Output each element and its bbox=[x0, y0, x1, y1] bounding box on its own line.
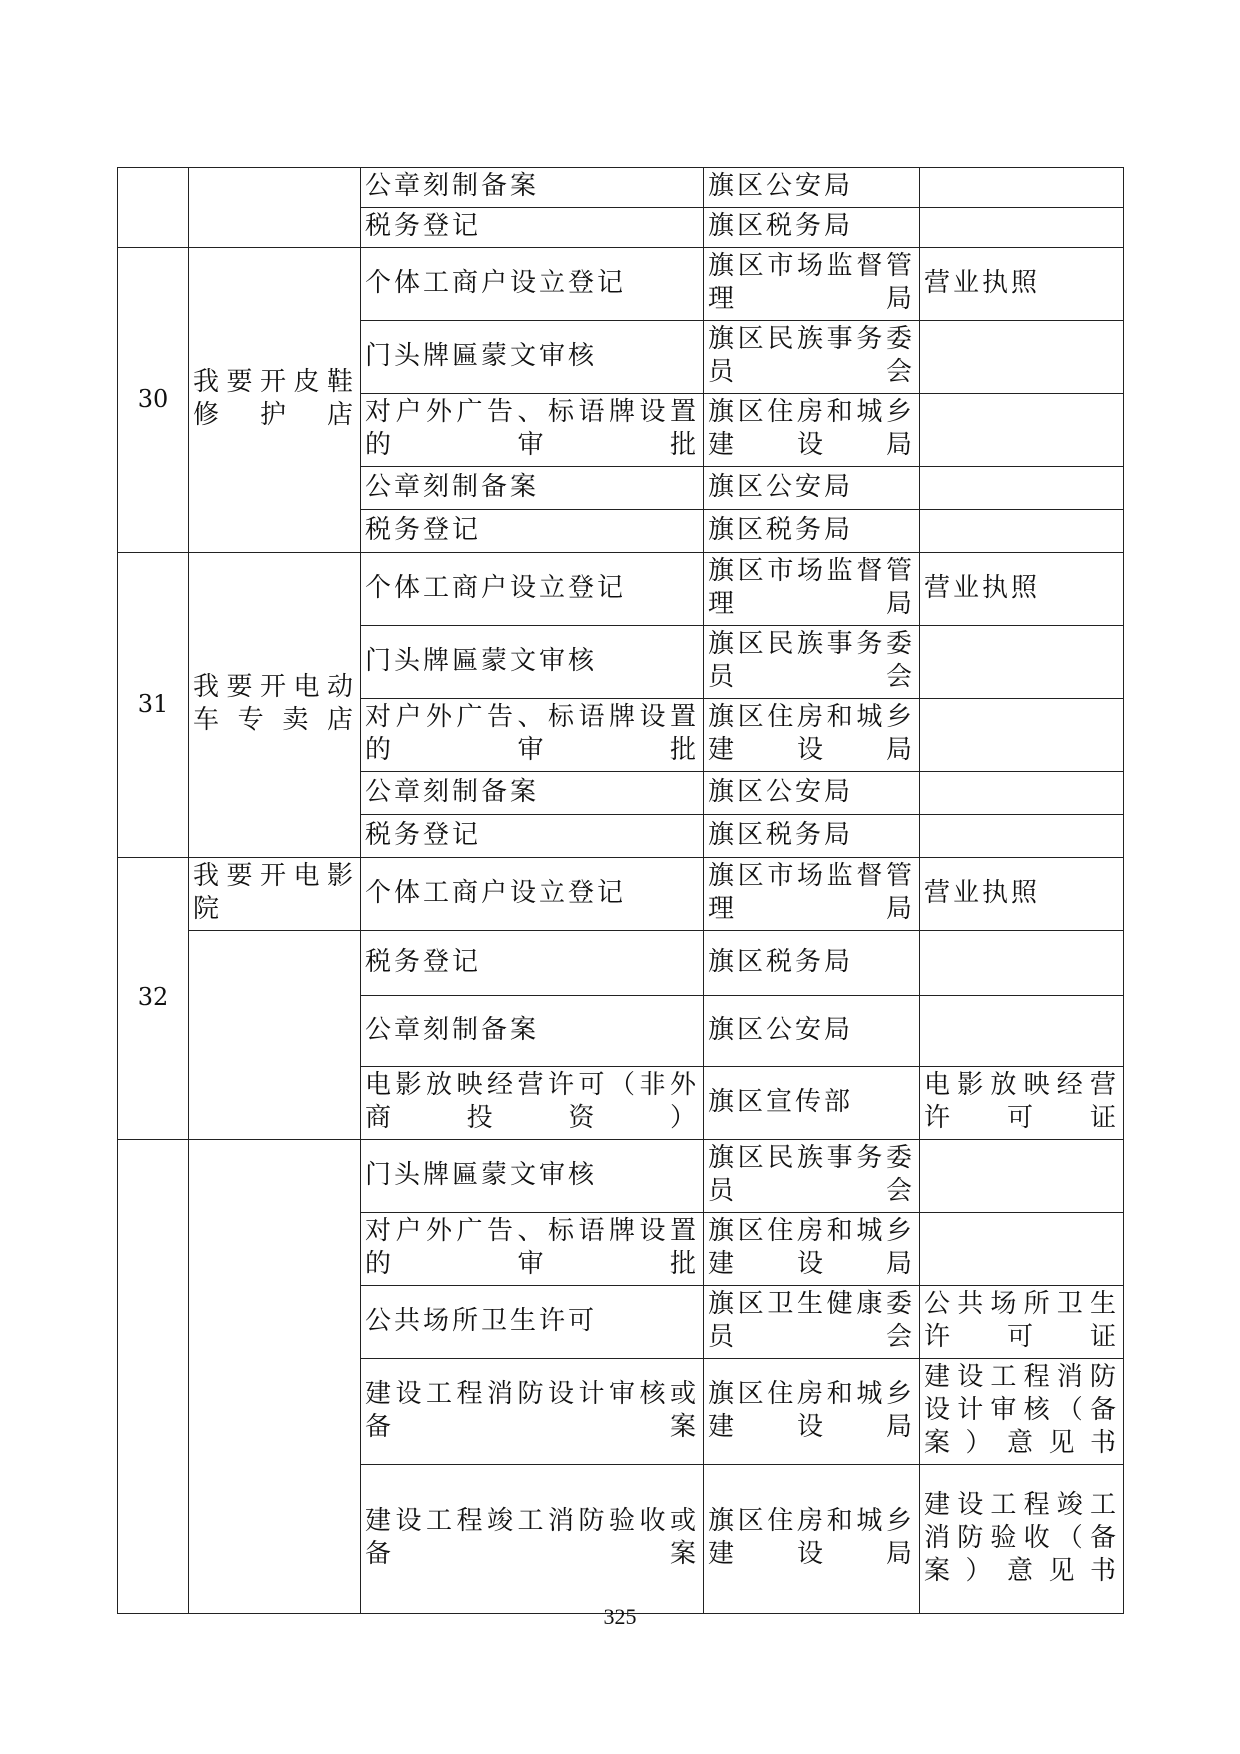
scenario-name: 我要开电影院 bbox=[189, 858, 361, 931]
row-number: 31 bbox=[118, 553, 189, 858]
item-cell: 门头牌匾蒙文审核 bbox=[361, 321, 704, 394]
table-row bbox=[118, 858, 1124, 931]
table-row bbox=[118, 1140, 1124, 1213]
dept-cell: 旗区税务局 bbox=[704, 931, 920, 996]
dept-cell: 旗区卫生健康委员会 bbox=[704, 1286, 920, 1359]
result-cell bbox=[920, 394, 1124, 467]
dept-cell: 旗区住房和城乡建设局 bbox=[704, 1359, 920, 1465]
result-cell bbox=[920, 772, 1124, 815]
result-cell: 营业执照 bbox=[920, 248, 1124, 321]
dept-cell: 旗区住房和城乡建设局 bbox=[704, 1465, 920, 1614]
dept-cell: 旗区住房和城乡建设局 bbox=[704, 699, 920, 772]
item-cell: 对户外广告、标语牌设置的审批 bbox=[361, 394, 704, 467]
result-cell bbox=[920, 996, 1124, 1067]
dept-cell: 旗区住房和城乡建设局 bbox=[704, 394, 920, 467]
item-cell: 个体工商户设立登记 bbox=[361, 248, 704, 321]
item-cell: 税务登记 bbox=[361, 931, 704, 996]
result-cell bbox=[920, 815, 1124, 858]
scenario-name bbox=[189, 168, 361, 248]
item-cell: 税务登记 bbox=[361, 815, 704, 858]
item-cell: 公章刻制备案 bbox=[361, 467, 704, 510]
result-cell: 建设工程竣工消防验收（备案）意见书 bbox=[920, 1465, 1124, 1614]
item-cell: 公共场所卫生许可 bbox=[361, 1286, 704, 1359]
result-cell: 电影放映经营许可证 bbox=[920, 1067, 1124, 1140]
table-row bbox=[118, 553, 1124, 626]
result-cell: 公共场所卫生许可证 bbox=[920, 1286, 1124, 1359]
table-row bbox=[118, 931, 1124, 996]
dept-cell: 旗区民族事务委员会 bbox=[704, 626, 920, 699]
dept-cell: 旗区市场监督管理局 bbox=[704, 858, 920, 931]
dept-cell: 旗区住房和城乡建设局 bbox=[704, 1213, 920, 1286]
dept-cell: 旗区公安局 bbox=[704, 996, 920, 1067]
item-cell: 个体工商户设立登记 bbox=[361, 553, 704, 626]
scenario-name bbox=[189, 1140, 361, 1614]
item-cell: 门头牌匾蒙文审核 bbox=[361, 626, 704, 699]
scenario-name-empty bbox=[189, 931, 361, 1140]
item-cell: 对户外广告、标语牌设置的审批 bbox=[361, 699, 704, 772]
item-cell: 电影放映经营许可（非外商投资） bbox=[361, 1067, 704, 1140]
scenario-name: 我要开皮鞋修护店 bbox=[189, 248, 361, 553]
item-cell: 税务登记 bbox=[361, 208, 704, 248]
result-cell bbox=[920, 467, 1124, 510]
dept-cell: 旗区公安局 bbox=[704, 467, 920, 510]
item-cell: 建设工程消防设计审核或备案 bbox=[361, 1359, 704, 1465]
row-number bbox=[118, 1140, 189, 1614]
result-cell bbox=[920, 1140, 1124, 1213]
scenario-name: 我要开电动车专卖店 bbox=[189, 553, 361, 858]
result-cell bbox=[920, 168, 1124, 208]
dept-cell: 旗区税务局 bbox=[704, 815, 920, 858]
result-cell bbox=[920, 699, 1124, 772]
page-number: 325 bbox=[603, 1604, 637, 1629]
dept-cell: 旗区市场监督管理局 bbox=[704, 248, 920, 321]
result-cell bbox=[920, 1213, 1124, 1286]
dept-cell: 旗区民族事务委员会 bbox=[704, 1140, 920, 1213]
item-cell: 建设工程竣工消防验收或备案 bbox=[361, 1465, 704, 1614]
service-table bbox=[117, 167, 1124, 1614]
item-cell: 对户外广告、标语牌设置的审批 bbox=[361, 1213, 704, 1286]
item-cell: 公章刻制备案 bbox=[361, 772, 704, 815]
item-cell: 税务登记 bbox=[361, 510, 704, 553]
table-row bbox=[118, 168, 1124, 208]
result-cell bbox=[920, 931, 1124, 996]
item-cell: 个体工商户设立登记 bbox=[361, 858, 704, 931]
dept-cell: 旗区宣传部 bbox=[704, 1067, 920, 1140]
row-number: 30 bbox=[118, 248, 189, 553]
dept-cell: 旗区公安局 bbox=[704, 168, 920, 208]
result-cell: 建设工程消防设计审核（备案）意见书 bbox=[920, 1359, 1124, 1465]
dept-cell: 旗区税务局 bbox=[704, 208, 920, 248]
dept-cell: 旗区民族事务委员会 bbox=[704, 321, 920, 394]
service-table-container bbox=[117, 167, 1123, 1614]
dept-cell: 旗区市场监督管理局 bbox=[704, 553, 920, 626]
result-cell: 营业执照 bbox=[920, 553, 1124, 626]
result-cell bbox=[920, 208, 1124, 248]
dept-cell: 旗区税务局 bbox=[704, 510, 920, 553]
result-cell: 营业执照 bbox=[920, 858, 1124, 931]
item-cell: 公章刻制备案 bbox=[361, 996, 704, 1067]
item-cell: 门头牌匾蒙文审核 bbox=[361, 1140, 704, 1213]
item-cell: 公章刻制备案 bbox=[361, 168, 704, 208]
dept-cell: 旗区公安局 bbox=[704, 772, 920, 815]
result-cell bbox=[920, 626, 1124, 699]
table-row bbox=[118, 248, 1124, 321]
result-cell bbox=[920, 321, 1124, 394]
row-number: 32 bbox=[118, 858, 189, 1140]
result-cell bbox=[920, 510, 1124, 553]
row-number bbox=[118, 168, 189, 248]
